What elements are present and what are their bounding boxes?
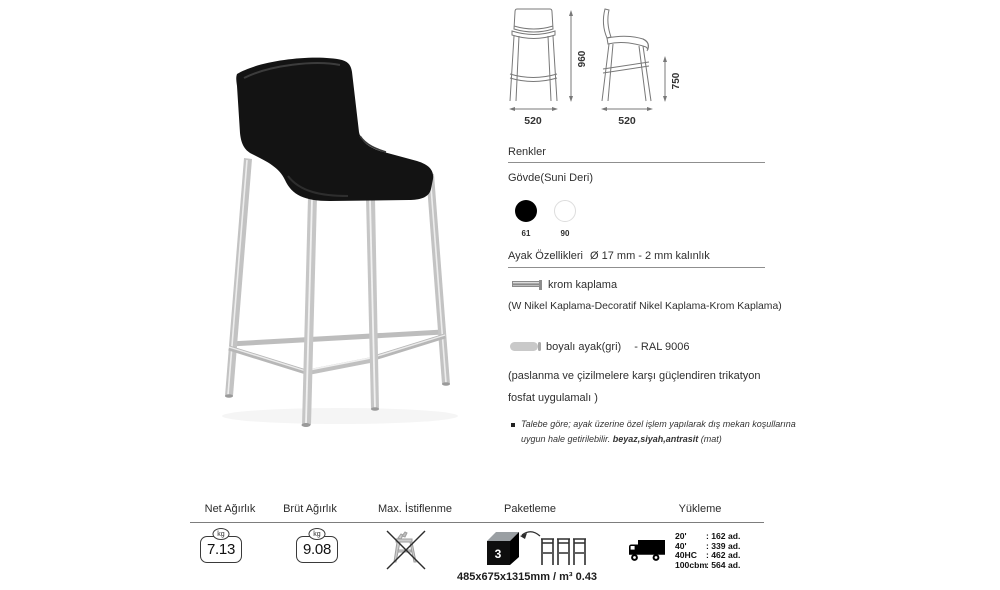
container-qty: : 162 ad. bbox=[706, 531, 741, 541]
loading-row bbox=[675, 561, 740, 571]
chrome-finish-label: krom kaplama bbox=[548, 279, 618, 291]
rail-highlight bbox=[304, 357, 376, 371]
leg-highlight bbox=[228, 160, 247, 395]
container-qty: : 564 ad. bbox=[706, 559, 741, 570]
body-material-label: Gövde(Suni Deri) bbox=[508, 172, 593, 184]
divider bbox=[508, 267, 765, 268]
packing-icon bbox=[483, 527, 588, 571]
dimension-520-side bbox=[601, 107, 653, 127]
container-size: 100cbm bbox=[675, 559, 708, 570]
gross-weight-badge bbox=[296, 530, 338, 563]
color-swatch-white bbox=[554, 200, 576, 222]
container-size: 40HC bbox=[675, 550, 697, 561]
footrest-rail-left bbox=[229, 348, 306, 372]
container-size: 40' bbox=[675, 540, 687, 551]
note-bullet-icon bbox=[511, 423, 515, 427]
leg-cap bbox=[442, 382, 450, 386]
front-width-label: 520 bbox=[524, 115, 542, 127]
leg-cap bbox=[302, 423, 311, 427]
container-qty: : 462 ad. bbox=[706, 550, 741, 561]
loading-table bbox=[675, 532, 740, 570]
side-height-label: 750 bbox=[671, 72, 682, 90]
tube-cap bbox=[539, 280, 542, 290]
divider bbox=[508, 162, 765, 163]
box-quantity-label: 3 bbox=[494, 547, 502, 561]
swatch-code: 61 bbox=[521, 229, 531, 238]
stool-leg bbox=[225, 158, 252, 396]
painted-tube-icon bbox=[510, 342, 538, 351]
footer-divider bbox=[190, 522, 764, 523]
dimension-520-front bbox=[509, 107, 558, 127]
legs-title-text: Ayak Özellikleri bbox=[508, 250, 583, 262]
gross-weight-header: Brüt Ağırlık bbox=[283, 503, 337, 515]
front-height-label: 960 bbox=[577, 50, 588, 68]
truck-icon bbox=[626, 536, 668, 564]
kg-unit-icon: kg bbox=[309, 528, 326, 540]
colors-section-title: Renkler bbox=[508, 146, 546, 158]
side-width-label: 520 bbox=[618, 115, 636, 127]
rail-highlight bbox=[374, 335, 445, 357]
leg-cap bbox=[225, 394, 233, 398]
net-weight-badge bbox=[200, 530, 242, 563]
note-pre: uygun hale getirilebilir. bbox=[521, 434, 613, 444]
painted-label-text: boyalı ayak(gri) bbox=[546, 341, 622, 353]
footrest-rail-rear bbox=[230, 332, 443, 344]
dimension-750 bbox=[663, 56, 682, 102]
kg-unit-icon: kg bbox=[213, 528, 230, 540]
painted-ral-text: - RAL 9006 bbox=[634, 341, 690, 353]
custom-note-line2 bbox=[521, 434, 722, 444]
painted-note-line2: fosfat uygulamalı ) bbox=[508, 392, 598, 404]
side-view-drawing bbox=[602, 9, 651, 101]
seat-and-backrest bbox=[236, 58, 433, 201]
stools-glyph bbox=[541, 539, 586, 565]
painted-note-line1: (paslanma ve çizilmelere karşı güçlendiren trikatyon bbox=[508, 370, 761, 382]
front-view-drawing bbox=[510, 9, 557, 101]
tube-cap bbox=[538, 342, 541, 351]
dimension-drawings bbox=[505, 3, 775, 131]
loading-header: Yükleme bbox=[678, 503, 722, 515]
footrest-rail-right bbox=[374, 336, 445, 358]
chrome-tube-icon bbox=[512, 281, 540, 287]
footrest-rail-front bbox=[304, 359, 376, 373]
product-photo-stool bbox=[190, 48, 475, 433]
gross-weight-value: 9.08 bbox=[303, 541, 331, 558]
packing-header: Paketleme bbox=[504, 503, 556, 515]
floor-shadow bbox=[222, 408, 458, 424]
legs-spec-text: Ø 17 mm - 2 mm kalınlık bbox=[590, 250, 710, 262]
container-qty: : 339 ad. bbox=[706, 540, 741, 551]
leg-highlight bbox=[430, 174, 446, 383]
note-post: (mat) bbox=[698, 434, 722, 444]
no-stacking-icon bbox=[384, 528, 428, 572]
note-colors-bold: beyaz,siyah,antrasit bbox=[612, 434, 699, 444]
rail-highlight bbox=[229, 347, 306, 371]
net-weight-value: 7.13 bbox=[207, 541, 235, 558]
custom-note-line1: Talebe göre; ayak üzerine özel işlem yapılarak dış mekan koşullarına bbox=[521, 419, 796, 429]
package-dimensions: 485x675x1315mm / m³ 0.43 bbox=[457, 571, 598, 583]
chrome-finish-note: (W Nikel Kaplama-Decoratif Nikel Kaplama-Krom Kaplama) bbox=[508, 301, 782, 312]
swatch-code: 90 bbox=[560, 229, 570, 238]
legs-section-title bbox=[508, 250, 710, 262]
leg-cap bbox=[371, 407, 379, 411]
dimension-960 bbox=[569, 10, 588, 102]
container-size: 20' bbox=[675, 531, 687, 541]
stacking-header: Max. İstiflenme bbox=[378, 503, 452, 515]
net-weight-header: Net Ağırlık bbox=[204, 503, 256, 515]
color-swatch-black bbox=[515, 200, 537, 222]
painted-finish-label bbox=[546, 341, 689, 353]
